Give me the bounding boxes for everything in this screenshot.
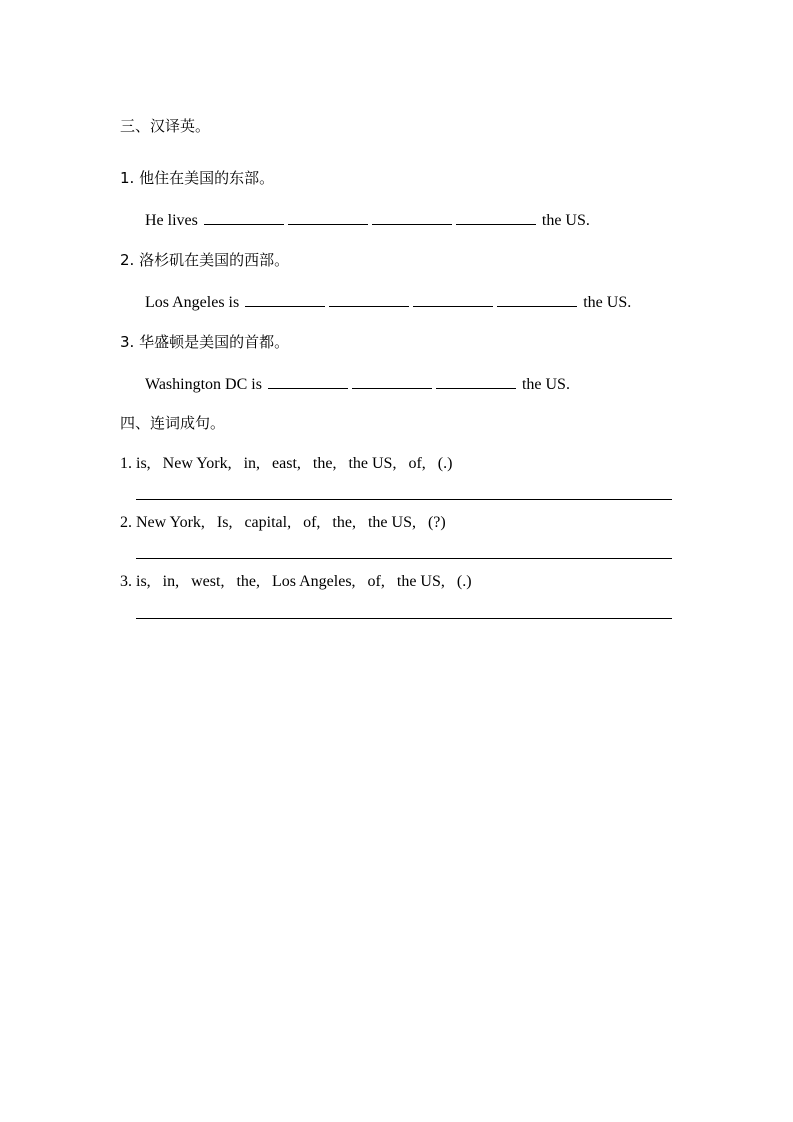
answer-prefix: He lives (145, 212, 202, 229)
blank[interactable] (436, 373, 516, 389)
section3-answer-2 (145, 291, 631, 311)
section4-item-2: 2. New York, Is, capital, of, the, the US, (?) (120, 514, 446, 531)
section3-question-1 (120, 168, 274, 188)
question-text: 3. 华盛顿是美国的首都。 (120, 333, 290, 351)
question-text: 1. 他住在美国的东部。 (120, 169, 275, 187)
answer-suffix: the US. (579, 294, 632, 311)
blank[interactable] (204, 209, 284, 225)
blank[interactable] (329, 291, 409, 307)
section3-question-3 (120, 332, 289, 352)
section3-answer-3 (145, 373, 570, 393)
section3-question-2 (120, 250, 289, 270)
blank[interactable] (288, 209, 368, 225)
answer-prefix: Los Angeles is (145, 294, 244, 311)
answer-prefix: Washington DC is (145, 376, 266, 393)
section4-item-1: 1. is, New York, in, east, the, the US, of, (.) (120, 455, 453, 472)
blank[interactable] (497, 291, 577, 307)
blank[interactable] (413, 291, 493, 307)
blank[interactable] (352, 373, 432, 389)
blank[interactable] (372, 209, 452, 225)
section3-answer-1 (145, 209, 590, 229)
section4-item-3: 3. is, in, west, the, Los Angeles, of, the US, (.) (120, 573, 472, 590)
answer-line-3[interactable] (136, 618, 672, 619)
blank[interactable] (268, 373, 348, 389)
section3-heading: 三、汉译英。 (120, 117, 211, 135)
answer-line-1[interactable] (136, 499, 672, 500)
answer-suffix: the US. (517, 376, 570, 393)
blank[interactable] (456, 209, 536, 225)
question-text: 2. 洛杉矶在美国的西部。 (120, 251, 290, 269)
answer-line-2[interactable] (136, 558, 672, 559)
blank[interactable] (245, 291, 325, 307)
section4-heading: 四、连词成句。 (120, 414, 226, 432)
answer-suffix: the US. (537, 212, 590, 229)
